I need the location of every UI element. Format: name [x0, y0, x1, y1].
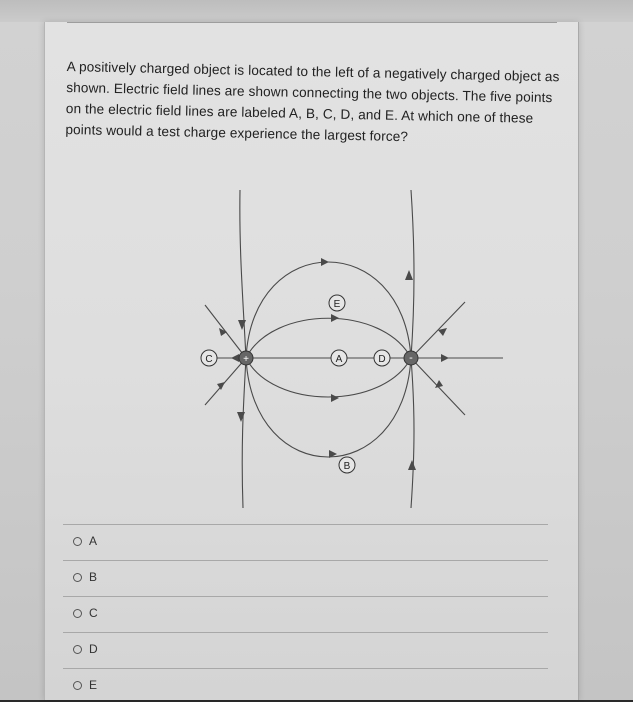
choice-d[interactable] [63, 632, 548, 666]
choice-e[interactable] [63, 668, 548, 702]
question-text: A positively charged object is located to the left of a negatively charged object as shown. Electric field lines are shown connecting the two objects. The five points on the electric field lines are labeled A, B, C, D, and E. At which one of these points would a test charge experience the largest force? [65, 58, 560, 145]
point-d-label: D [378, 354, 386, 365]
radio-icon[interactable] [73, 681, 82, 690]
point-b-label: B [343, 461, 351, 472]
negative-charge [404, 351, 418, 365]
radio-icon[interactable] [73, 573, 82, 582]
choice-divider [63, 524, 548, 525]
point-a-label: A [335, 354, 343, 365]
electric-field-diagram [153, 190, 533, 510]
radio-icon[interactable] [73, 609, 82, 618]
choice-c[interactable] [63, 596, 548, 630]
radio-icon[interactable] [73, 645, 82, 654]
field-line-outer-top [246, 262, 411, 358]
field-line-top-right [411, 190, 414, 358]
field-line-bottom-right [411, 358, 414, 508]
panel-top-divider [67, 22, 557, 23]
point-b [339, 457, 355, 473]
choice-label: E [89, 678, 98, 692]
point-d [374, 350, 390, 366]
choice-a[interactable] [63, 524, 548, 558]
point-c-label: C [205, 354, 213, 365]
choice-label: C [89, 606, 98, 620]
arrow-icon [405, 270, 413, 280]
arrow-icon [237, 412, 245, 422]
choice-label: D [89, 642, 98, 656]
top-bar [0, 0, 633, 22]
point-a [331, 350, 347, 366]
negative-charge-symbol: - [409, 352, 413, 364]
choice-divider [63, 596, 548, 597]
positive-charge-symbol: + [243, 354, 249, 365]
point-e-label: E [333, 299, 341, 310]
arrow-icon [321, 258, 329, 266]
radio-icon[interactable] [73, 537, 82, 546]
field-line-outer-bottom [246, 358, 411, 457]
field-line-bottom-left [242, 358, 246, 508]
point-e [329, 295, 345, 311]
choice-divider [63, 632, 548, 633]
arrow-icon [231, 354, 239, 362]
arrow-icon [331, 394, 339, 402]
field-line-top-left [240, 190, 246, 358]
arrow-icon [217, 382, 225, 390]
positive-charge [239, 351, 253, 365]
question-panel [44, 22, 579, 700]
point-c [201, 350, 217, 366]
choice-label: B [89, 570, 98, 584]
arrow-icon [219, 328, 227, 336]
choice-label: A [89, 534, 98, 548]
choice-divider [63, 560, 548, 561]
arrow-icon [441, 354, 449, 362]
choice-divider [63, 668, 548, 669]
arrow-icon [408, 460, 416, 470]
choice-b[interactable] [63, 560, 548, 594]
arrow-icon [331, 314, 339, 322]
